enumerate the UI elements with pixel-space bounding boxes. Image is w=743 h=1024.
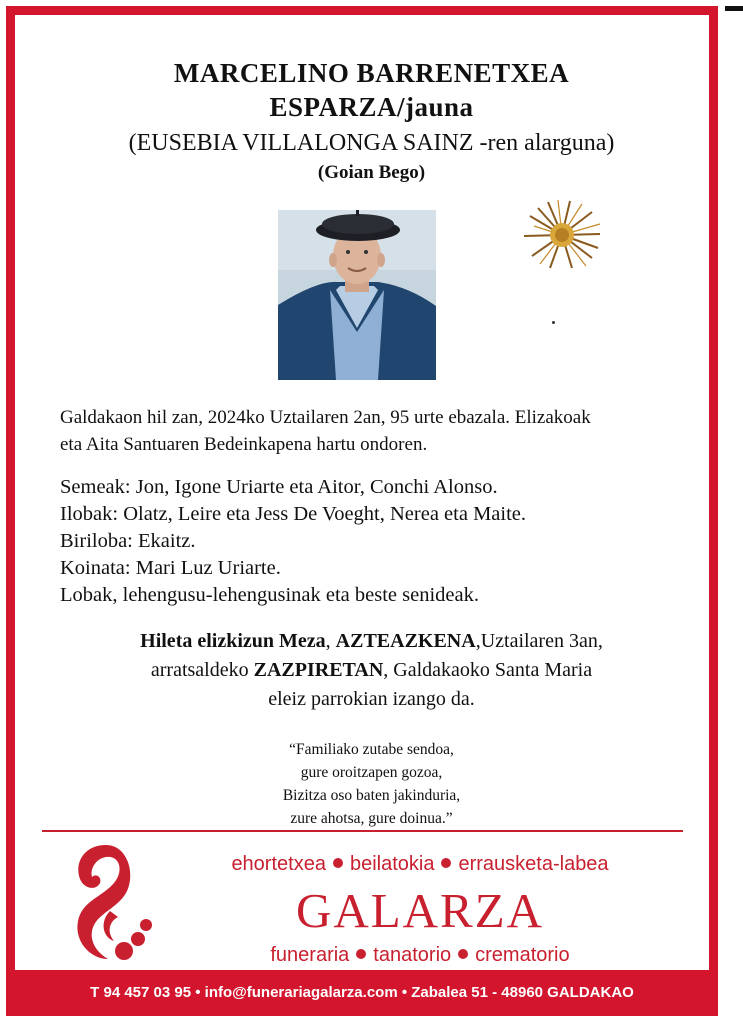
tagline-item: beilatokia xyxy=(349,853,435,875)
speck-mark xyxy=(552,321,555,324)
deceased-name-line2: ESPARZA/jauna xyxy=(269,92,474,122)
funeral-line1 xyxy=(0,627,743,656)
tagline-item: funeraria xyxy=(270,944,350,966)
family-line: Lobak, lehengusu-lehengusinak eta beste senideak. xyxy=(60,584,479,606)
funeral-time: ZAZPIRETAN xyxy=(253,659,384,681)
death-notice-line: Galdakaon hil zan, 2024ko Uztailaren 2an, 95 urte ebazala. Elizakoak xyxy=(60,407,591,428)
tagline-item: errausketa-labea xyxy=(458,853,609,875)
eguzkilore-icon xyxy=(520,198,604,272)
poem-line: zure ahotsa, gure doinua.” xyxy=(290,810,453,827)
portrait-illustration xyxy=(278,210,436,380)
galarza-logo-icon xyxy=(66,841,158,967)
funeral-place: , Galdakaoko Santa Maria xyxy=(383,659,593,681)
brand-name: GALARZA xyxy=(295,883,545,938)
house-line: (Goian Bego) xyxy=(317,162,426,183)
deceased-name-line1: MARCELINO BARRENETXEA xyxy=(173,58,570,88)
tagline-item: tanatorio xyxy=(373,944,452,966)
poem-line: Bizitza oso baten jakinduria, xyxy=(282,787,461,804)
family-line: Semeak: Jon, Igone Uriarte eta Aitor, Conchi Alonso. xyxy=(60,476,498,498)
divider xyxy=(42,830,683,832)
tagline-item: ehortetxea xyxy=(231,853,326,875)
spouse-line: (EUSEBIA VILLALONGA SAINZ -ren alarguna) xyxy=(128,130,615,156)
tagline-spanish xyxy=(165,944,675,967)
tagline-basque xyxy=(165,853,675,876)
poem-line: “Familiako zutabe sendoa, xyxy=(289,741,454,758)
funeral-mass-label: Hileta elizkizun Meza xyxy=(140,630,326,652)
bullet-icon xyxy=(356,949,366,959)
funeral-separator: , xyxy=(325,630,336,652)
corner-mark xyxy=(725,6,743,11)
family-list xyxy=(60,474,700,609)
family-line: Biriloba: Ekaitz. xyxy=(60,530,196,552)
funeral-day: AZTEAZKENA xyxy=(335,630,476,652)
death-notice xyxy=(60,404,690,458)
bullet-icon xyxy=(441,858,451,868)
family-line: Koinata: Mari Luz Uriarte. xyxy=(60,557,281,579)
poem-line: gure oroitzapen gozoa, xyxy=(300,764,443,781)
funeral-date: ,Uztailaren 3an, xyxy=(475,630,603,652)
funeral-time-prefix: arratsaldeko xyxy=(150,659,254,681)
funeral-line2 xyxy=(0,656,743,685)
family-line: Ilobak: Olatz, Leire eta Jess De Voeght, Nerea eta Maite. xyxy=(60,503,527,525)
tagline-item: crematorio xyxy=(475,944,570,966)
contact-footer: T 94 457 03 95 • info@funerariagalarza.com • Zabalea 51 - 48960 GALDAKAO xyxy=(6,970,718,1016)
death-notice-line: eta Aita Santuaren Bedeinkapena hartu ondoren. xyxy=(60,434,428,455)
bullet-icon xyxy=(458,949,468,959)
portrait-photo xyxy=(278,210,436,380)
poem xyxy=(0,738,743,830)
funeral-line3: eleiz parrokian izango da. xyxy=(268,688,475,710)
bullet-icon xyxy=(333,858,343,868)
